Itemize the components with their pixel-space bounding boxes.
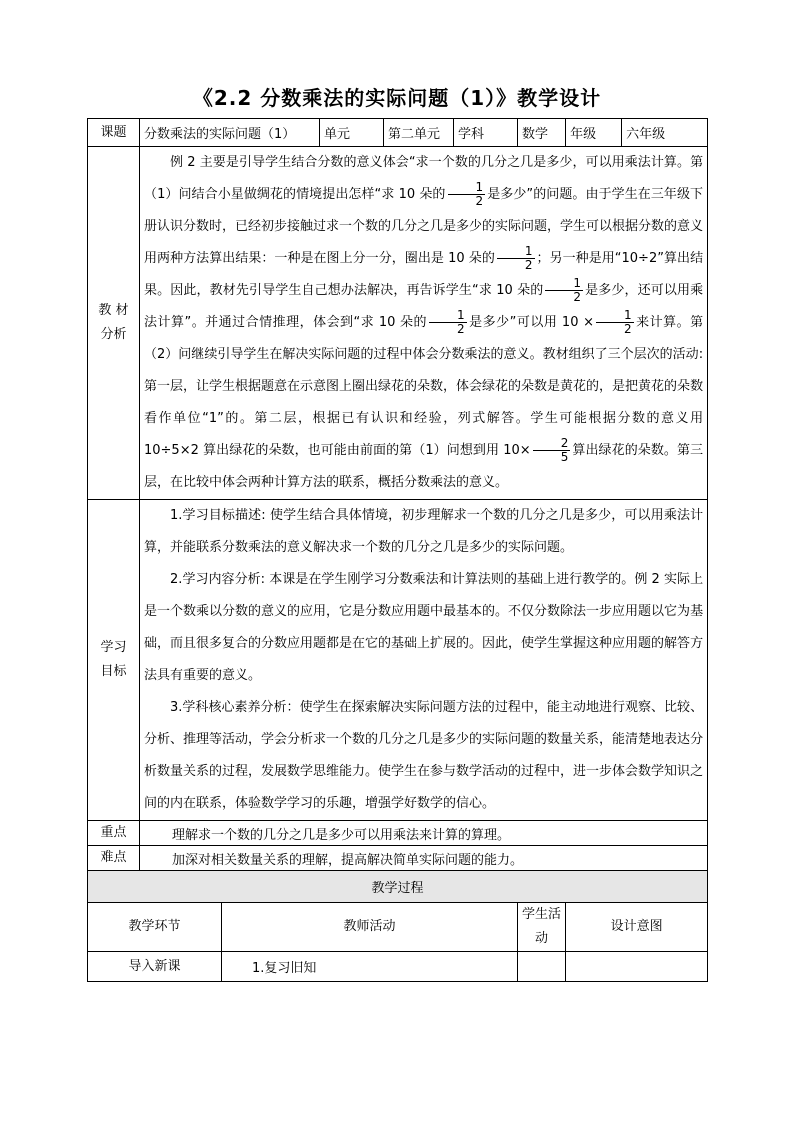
col-stage-header: 教学环节 — [88, 903, 222, 952]
key-point-text: 理解求一个数的几分之几是多少可以用乘法来计算的算理。 — [140, 821, 708, 846]
stage-cell: 导入新课 — [88, 952, 222, 982]
goals-text — [140, 500, 708, 821]
grade-label: 年级 — [566, 119, 622, 147]
header-row — [88, 119, 708, 147]
goal-paragraph-2: 2.学习内容分析: 本课是在学生刚学习分数乘法和计算法则的基础上进行教学的。例 2 实际上是一个数乘以分数的意义的应用，它是分数应用题中最基本的。不仅分数除法一步应用题以它为基础，而且很多复合的分数应用题都是在它的基础上扩展的。因此，使学生掌握这种应用题的解答方法具有重要的意义。 — [144, 572, 704, 683]
key-point-label: 重点 — [88, 821, 140, 846]
difficulty-text: 加深对相关数量关系的理解，提高解决简单实际问题的能力。 — [140, 846, 708, 871]
analysis-row — [88, 147, 708, 500]
fraction-one-half: $\frac{1}{2}$ — [429, 309, 467, 336]
subject-label: 学科 — [454, 119, 518, 147]
lesson-plan-table — [87, 118, 708, 982]
process-row — [88, 952, 708, 982]
unit-label: 单元 — [320, 119, 384, 147]
analysis-seg-3: ；另一种是用“10÷2”算出结果。因此，教材先引导学生自己想办法解决，再告诉学生“求 10 朵的 — [144, 251, 704, 298]
goals-row — [88, 500, 708, 821]
analysis-seg-1: 例 2 主要是引导学生结合分数的意义体会“求一个数的几分之几是多少，可以用乘法计算。第（1）问结合小星做绸花的情境提出怎样“求 10 朵的 — [144, 155, 704, 202]
key-point-row — [88, 821, 708, 846]
difficulty-row — [88, 846, 708, 871]
fraction-two-fifths: $\frac{2}{5}$ — [533, 437, 571, 464]
analysis-seg-6: 来计算。第（2）问继续引导学生在解决实际问题的过程中体会分数乘法的意义。教材组织了三个层次的活动: 第一层，让学生根据题意在示意图上圈出绿花的朵数，体会绿花的朵数是黄花的，是把黄花的朵数看作单位“1”的。第二层，根据已有认识和经验，列式解答。学生可能根据分数的意义用 10÷5×2 算出绿花的朵数，也可能由前面的第（1）问想到用 10× — [144, 315, 704, 458]
col-design-header: 设计意图 — [566, 903, 708, 952]
student-activity-cell — [518, 952, 566, 982]
fraction-one-half: $\frac{1}{2}$ — [497, 245, 535, 272]
goal-paragraph-1: 1.学习目标描述: 使学生结合具体情境，初步理解求一个数的几分之几是多少，可以用乘法计算，并能联系分数乘法的意义解决求一个数的几分之几是多少的实际问题。 — [144, 508, 704, 555]
topic-label: 课题 — [88, 119, 140, 147]
fraction-one-half: $\frac{1}{2}$ — [448, 181, 486, 208]
teacher-activity-cell: 1.复习旧知 — [222, 952, 518, 982]
process-title-row — [88, 871, 708, 903]
document-title: 《2.2 分数乘法的实际问题（1）》教学设计 — [192, 86, 602, 110]
subject-value: 数学 — [518, 119, 566, 147]
analysis-text — [140, 147, 708, 500]
topic-value: 分数乘法的实际问题（1） — [140, 119, 320, 147]
unit-value: 第二单元 — [384, 119, 454, 147]
analysis-seg-2: 是多少”的问题。由于学生在三年级下册认识分数时，已经初步接触过求一个数的几分之几是多少的实际问题，学生可以根据分数的意义用两种方法算出结果：一种是在图上分一分，圈出是 10 朵的 — [144, 187, 704, 266]
analysis-seg-7: 算出绿花的朵数。第三层，在比较中体会两种计算方法的联系，概括分数乘法的意义。 — [144, 443, 704, 490]
goal-paragraph-3: 3.学科核心素养分析：使学生在探索解决实际问题方法的过程中，能主动地进行观察、比较、分析、推理等活动，学会分析求一个数的几分之几是多少的实际问题的数量关系，能清楚地表达分析数量关系的过程，发展数学思维能力。使学生在参与数学活动的过程中，进一步体会数学知识之间的内在联系，体验数学学习的乐趣，增强学好数学的信心。 — [144, 700, 704, 811]
fraction-one-half: $\frac{1}{2}$ — [545, 277, 583, 304]
analysis-label: 教 材 分析 — [88, 147, 140, 500]
analysis-seg-5: 是多少”可以用 10 × — [468, 315, 594, 330]
col-student-header: 学生活动 — [518, 903, 566, 952]
analysis-seg-4: 是多少，还可以用乘法计算”。并通过合情推理，体会到“求 10 朵的 — [144, 283, 704, 330]
design-intent-cell — [566, 952, 708, 982]
grade-value: 六年级 — [622, 119, 708, 147]
process-header-row — [88, 903, 708, 952]
goals-label: 学习 目标 — [88, 500, 140, 821]
fraction-one-half: $\frac{1}{2}$ — [596, 309, 634, 336]
process-title: 教学过程 — [88, 871, 708, 903]
col-teacher-header: 教师活动 — [222, 903, 518, 952]
difficulty-label: 难点 — [88, 846, 140, 871]
